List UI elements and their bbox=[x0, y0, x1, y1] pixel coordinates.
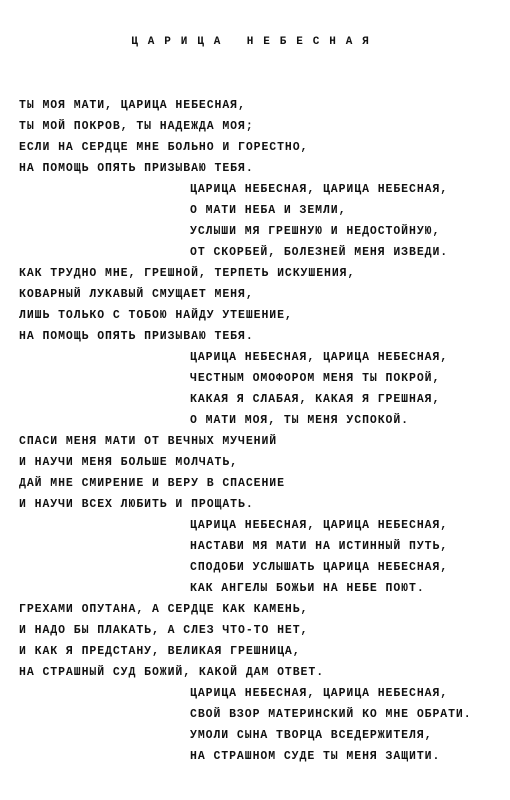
verse-line: КАК ТРУДНО МНЕ, ГРЕШНОЙ, ТЕРПЕТЬ ИСКУШЕНИЯ, bbox=[19, 267, 356, 280]
verse-line: И НАУЧИ ВСЕХ ЛЮБИТЬ И ПРОЩАТЬ. bbox=[19, 498, 254, 511]
verse-line: И НАУЧИ МЕНЯ БОЛЬШЕ МОЛЧАТЬ, bbox=[19, 456, 238, 469]
refrain-line: НА СТРАШНОМ СУДЕ ТЫ МЕНЯ ЗАЩИТИ. bbox=[190, 750, 441, 763]
verse-line: ДАЙ МНЕ СМИРЕНИЕ И ВЕРУ В СПАСЕНИЕ bbox=[19, 477, 285, 490]
poem-body bbox=[0, 95, 510, 767]
refrain-line: КАКАЯ Я СЛАБАЯ, КАКАЯ Я ГРЕШНАЯ, bbox=[190, 393, 441, 406]
refrain-line: СВОЙ ВЗОР МАТЕРИНСКИЙ КО МНЕ ОБРАТИ. bbox=[190, 708, 472, 721]
verse-line: НА ПОМОЩЬ ОПЯТЬ ПРИЗЫВАЮ ТЕБЯ. bbox=[19, 330, 254, 343]
verse-line: ТЫ МОЙ ПОКРОВ, ТЫ НАДЕЖДА МОЯ; bbox=[19, 120, 254, 133]
refrain-line: ЦАРИЦА НЕБЕСНАЯ, ЦАРИЦА НЕБЕСНАЯ, bbox=[190, 519, 449, 532]
refrain-line: ЦАРИЦА НЕБЕСНАЯ, ЦАРИЦА НЕБЕСНАЯ, bbox=[190, 351, 449, 364]
verse-line: ГРЕХАМИ ОПУТАНА, А СЕРДЦЕ КАК КАМЕНЬ, bbox=[19, 603, 309, 616]
verse-line: НА СТРАШНЫЙ СУД БОЖИЙ, КАКОЙ ДАМ ОТВЕТ. bbox=[19, 666, 325, 679]
refrain-line: ЦАРИЦА НЕБЕСНАЯ, ЦАРИЦА НЕБЕСНАЯ, bbox=[190, 687, 449, 700]
refrain-line: НАСТАВИ МЯ МАТИ НА ИСТИННЫЙ ПУТЬ, bbox=[190, 540, 449, 553]
refrain-line: УСЛЫШИ МЯ ГРЕШНУЮ И НЕДОСТОЙНУЮ, bbox=[190, 225, 441, 238]
refrain-line: СПОДОБИ УСЛЫШАТЬ ЦАРИЦА НЕБЕСНАЯ, bbox=[190, 561, 449, 574]
refrain-line: КАК АНГЕЛЫ БОЖЬИ НА НЕБЕ ПОЮТ. bbox=[190, 582, 425, 595]
verse-line: ТЫ МОЯ МАТИ, ЦАРИЦА НЕБЕСНАЯ, bbox=[19, 99, 246, 112]
verse-line: ЕСЛИ НА СЕРДЦЕ МНЕ БОЛЬНО И ГОРЕСТНО, bbox=[19, 141, 309, 154]
refrain-line: О МАТИ НЕБА И ЗЕМЛИ, bbox=[190, 204, 347, 217]
refrain-line: О МАТИ МОЯ, ТЫ МЕНЯ УСПОКОЙ. bbox=[190, 414, 409, 427]
refrain-line: ЦАРИЦА НЕБЕСНАЯ, ЦАРИЦА НЕБЕСНАЯ, bbox=[190, 183, 449, 196]
refrain-line: ЧЕСТНЫМ ОМОФОРОМ МЕНЯ ТЫ ПОКРОЙ, bbox=[190, 372, 441, 385]
page-title: ЦАРИЦА НЕБЕСНАЯ bbox=[131, 36, 379, 48]
verse-line: НА ПОМОЩЬ ОПЯТЬ ПРИЗЫВАЮ ТЕБЯ. bbox=[19, 162, 254, 175]
verse-line: ЛИШЬ ТОЛЬКО С ТОБОЮ НАЙДУ УТЕШЕНИЕ, bbox=[19, 309, 293, 322]
verse-line: И НАДО БЫ ПЛАКАТЬ, А СЛЕЗ ЧТО-ТО НЕТ, bbox=[19, 624, 309, 637]
verse-line: И КАК Я ПРЕДСТАНУ, ВЕЛИКАЯ ГРЕШНИЦА, bbox=[19, 645, 301, 658]
verse-line: СПАСИ МЕНЯ МАТИ ОТ ВЕЧНЫХ МУЧЕНИЙ bbox=[19, 435, 278, 448]
verse-line: КОВАРНЫЙ ЛУКАВЫЙ СМУЩАЕТ МЕНЯ, bbox=[19, 288, 254, 301]
refrain-line: УМОЛИ СЫНА ТВОРЦА ВСЕДЕРЖИТЕЛЯ, bbox=[190, 729, 433, 742]
refrain-line: ОТ СКОРБЕЙ, БОЛЕЗНЕЙ МЕНЯ ИЗВЕДИ. bbox=[190, 246, 449, 259]
